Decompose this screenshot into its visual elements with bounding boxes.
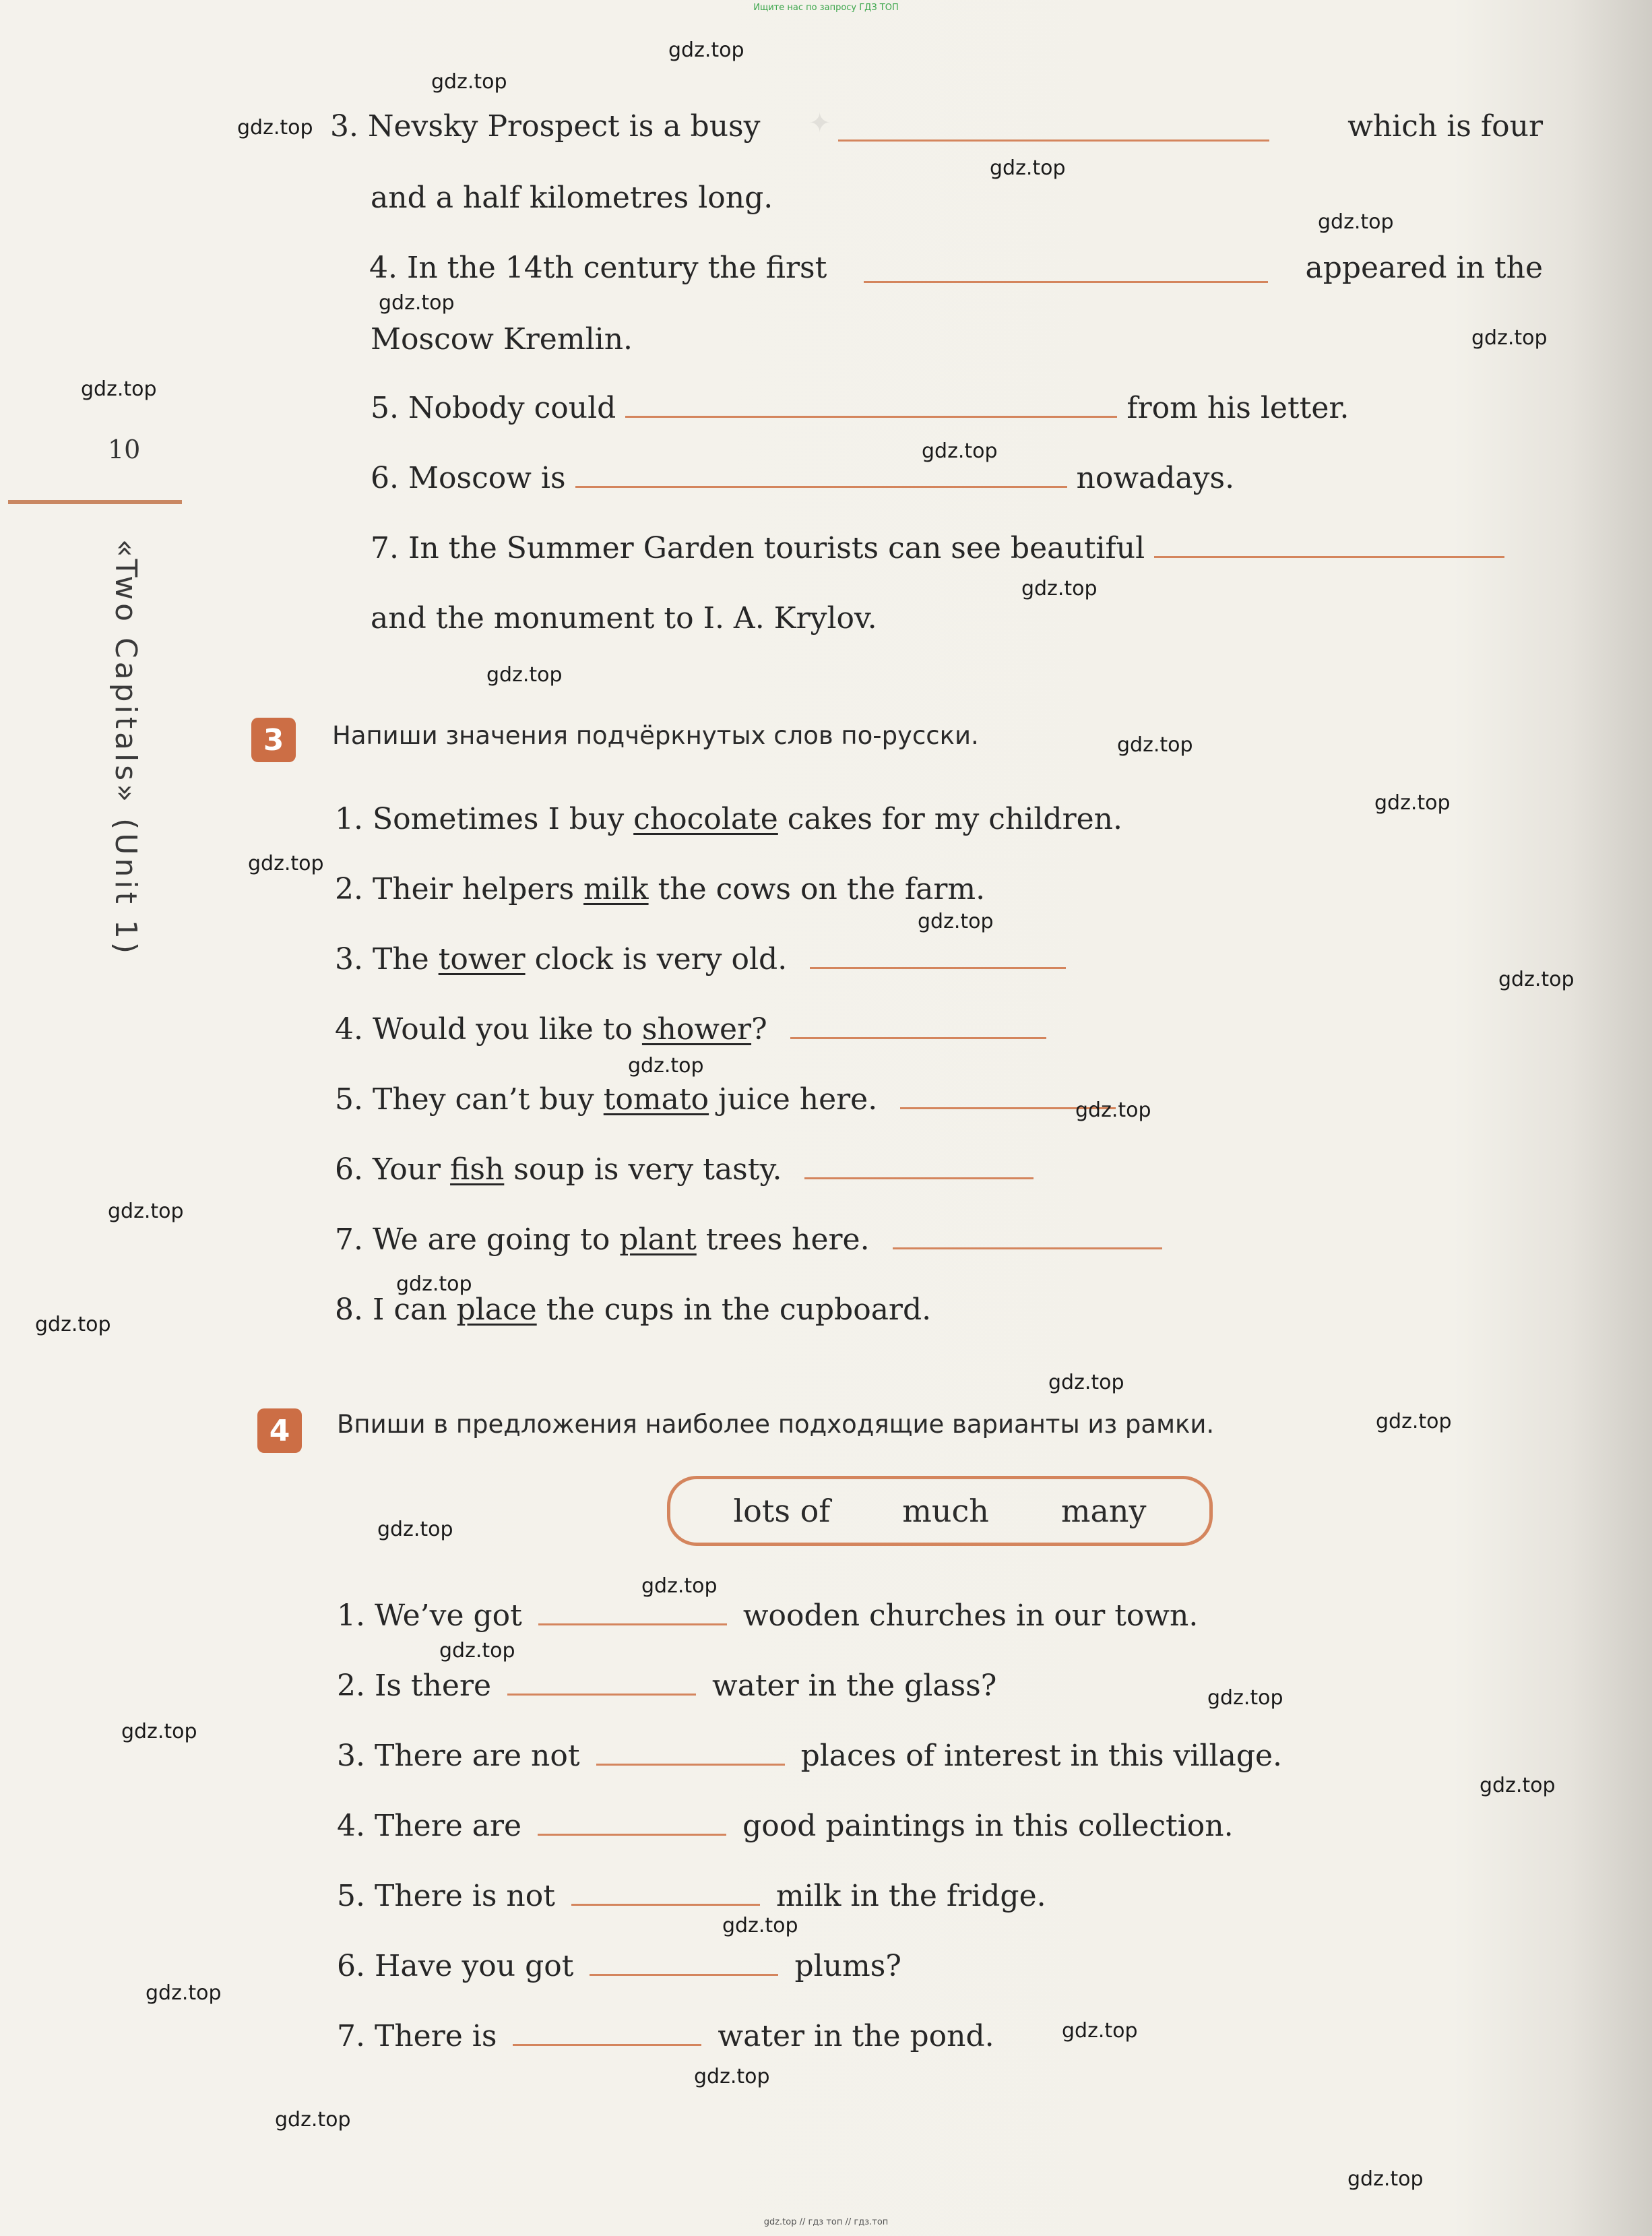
underlined-word: tomato [603, 1082, 709, 1117]
ex4-item-5: 5. There is not milk in the fridge. [337, 1879, 1046, 1913]
underlined-word: place [456, 1293, 537, 1327]
underlined-word: fish [450, 1152, 505, 1187]
ex2-item-4-line2: Moscow Kremlin. [371, 322, 633, 356]
watermark: gdz.top [439, 1639, 515, 1663]
ex4-item-7: 7. There is water in the pond. [337, 2019, 994, 2053]
watermark: gdz.top [1318, 210, 1394, 234]
ex2-item-3-line1: 3. Nevsky Prospect is a busy which is four [330, 109, 1543, 144]
underlined-word: plant [619, 1222, 697, 1257]
exercise-4-instruction: Впиши в предложения наиболее подходящие варианты из рамки. [337, 1410, 1215, 1439]
ex3-item-4: 4. Would you like to shower? [335, 1012, 1046, 1047]
bleed-through: ✦ [808, 108, 831, 139]
answer-blank[interactable] [575, 485, 1067, 488]
watermark: gdz.top [275, 2108, 351, 2132]
underlined-word: chocolate [633, 802, 778, 836]
watermark: gdz.top [121, 1720, 197, 1743]
exercise-3-instruction: Напиши значения подчёркнутых слов по-русски. [332, 721, 979, 750]
ex3-item-3: 3. The tower clock is very old. [335, 942, 1066, 976]
underlined-word: shower [641, 1012, 752, 1047]
watermark: gdz.top [922, 439, 998, 463]
ex2-item-6: 6. Moscow is nowadays. [371, 461, 1235, 495]
ex2-item-3-line2: and a half kilometres long. [371, 181, 773, 215]
ex2-item-5: 5. Nobody could from his letter. [371, 391, 1349, 425]
ex3-item-8: 8. I can place the cups in the cupboard. [335, 1293, 932, 1327]
watermark: gdz.top [146, 1981, 222, 2005]
unit-title: «Two Capitals» (Unit 1) [108, 539, 143, 957]
watermark: gdz.top [1075, 1098, 1151, 1122]
word-box-option: lots of [733, 1493, 831, 1529]
watermark: gdz.top [81, 377, 157, 401]
ex4-item-6: 6. Have you got plums? [337, 1949, 901, 1983]
watermark: gdz.top [1374, 791, 1451, 815]
answer-blank[interactable] [571, 1903, 760, 1906]
ex4-item-1: 1. We’ve got wooden churches in our town. [337, 1598, 1199, 1633]
answer-blank[interactable] [538, 1833, 726, 1836]
unit-title-column [108, 539, 148, 1051]
watermark: gdz.top [1048, 1371, 1124, 1394]
underlined-word: tower [438, 942, 526, 976]
ex2-item-7-line1: 7. In the Summer Garden tourists can see beautiful [371, 531, 1504, 565]
ex4-item-2: 2. Is there water in the glass? [337, 1669, 997, 1703]
watermark: gdz.top [628, 1054, 704, 1078]
watermark: gdz.top [1117, 733, 1193, 757]
watermark: gdz.top [237, 116, 313, 139]
word-box-option: much [902, 1493, 989, 1529]
watermark: gdz.top [486, 663, 563, 687]
watermark: gdz.top [918, 910, 994, 933]
answer-blank[interactable] [893, 1247, 1162, 1249]
watermark: gdz.top [1471, 326, 1548, 350]
watermark: gdz.top [1347, 2167, 1424, 2191]
watermark: gdz.top [641, 1574, 718, 1598]
top-banner: Ищите нас по запросу ГДЗ ТОП [753, 3, 899, 13]
answer-blank[interactable] [507, 1693, 696, 1696]
ex3-item-1: 1. Sometimes I buy chocolate cakes for my children. [335, 802, 1122, 836]
watermark: gdz.top [35, 1313, 111, 1336]
ex3-item-5: 5. They can’t buy tomato juice here. [335, 1082, 1116, 1117]
watermark: gdz.top [1021, 577, 1098, 600]
watermark: gdz.top [668, 38, 744, 62]
watermark: gdz.top [379, 291, 455, 315]
answer-blank[interactable] [1154, 555, 1504, 558]
bottom-footer: gdz.top // гдз топ // гдз.топ [763, 2217, 889, 2227]
answer-blank[interactable] [590, 1973, 778, 1976]
watermark: gdz.top [248, 852, 324, 875]
answer-blank[interactable] [804, 1177, 1034, 1179]
margin-rule [8, 500, 182, 504]
page-number: 10 [108, 435, 141, 464]
answer-blank[interactable] [538, 1623, 727, 1625]
underlined-word: milk [583, 872, 649, 906]
watermark: gdz.top [722, 1914, 798, 1937]
watermark: gdz.top [1062, 2019, 1138, 2043]
watermark: gdz.top [990, 156, 1066, 180]
answer-blank[interactable] [864, 280, 1268, 283]
ex4-item-3: 3. There are not places of interest in this village. [337, 1739, 1283, 1773]
answer-blank[interactable] [596, 1763, 785, 1766]
watermark: gdz.top [377, 1518, 453, 1541]
ex3-item-7: 7. We are going to plant trees here. [335, 1222, 1162, 1257]
watermark: gdz.top [1480, 1774, 1556, 1797]
exercise-3-badge: 3 [251, 718, 296, 762]
answer-blank[interactable] [513, 2043, 701, 2046]
watermark: gdz.top [1498, 968, 1575, 991]
answer-blank[interactable] [790, 1036, 1046, 1039]
watermark: gdz.top [694, 2065, 770, 2088]
watermark: gdz.top [1376, 1410, 1452, 1433]
answer-blank[interactable] [838, 139, 1269, 142]
ex3-item-6: 6. Your fish soup is very tasty. [335, 1152, 1034, 1187]
watermark: gdz.top [431, 70, 507, 94]
ex2-item-7-line2: and the monument to I. A. Krylov. [371, 601, 877, 635]
ex4-item-4: 4. There are good paintings in this collection. [337, 1809, 1234, 1843]
watermark: gdz.top [1207, 1686, 1283, 1710]
answer-blank[interactable] [625, 415, 1117, 418]
word-box [667, 1476, 1213, 1546]
word-box-option: many [1060, 1493, 1147, 1529]
exercise-4-badge: 4 [257, 1408, 302, 1453]
watermark: gdz.top [396, 1272, 472, 1296]
ex3-item-2: 2. Their helpers milk the cows on the farm. [335, 872, 986, 906]
ex2-item-4-line1: 4. In the 14th century the first appeared in the [369, 251, 1543, 285]
watermark: gdz.top [108, 1200, 184, 1223]
answer-blank[interactable] [810, 966, 1066, 969]
